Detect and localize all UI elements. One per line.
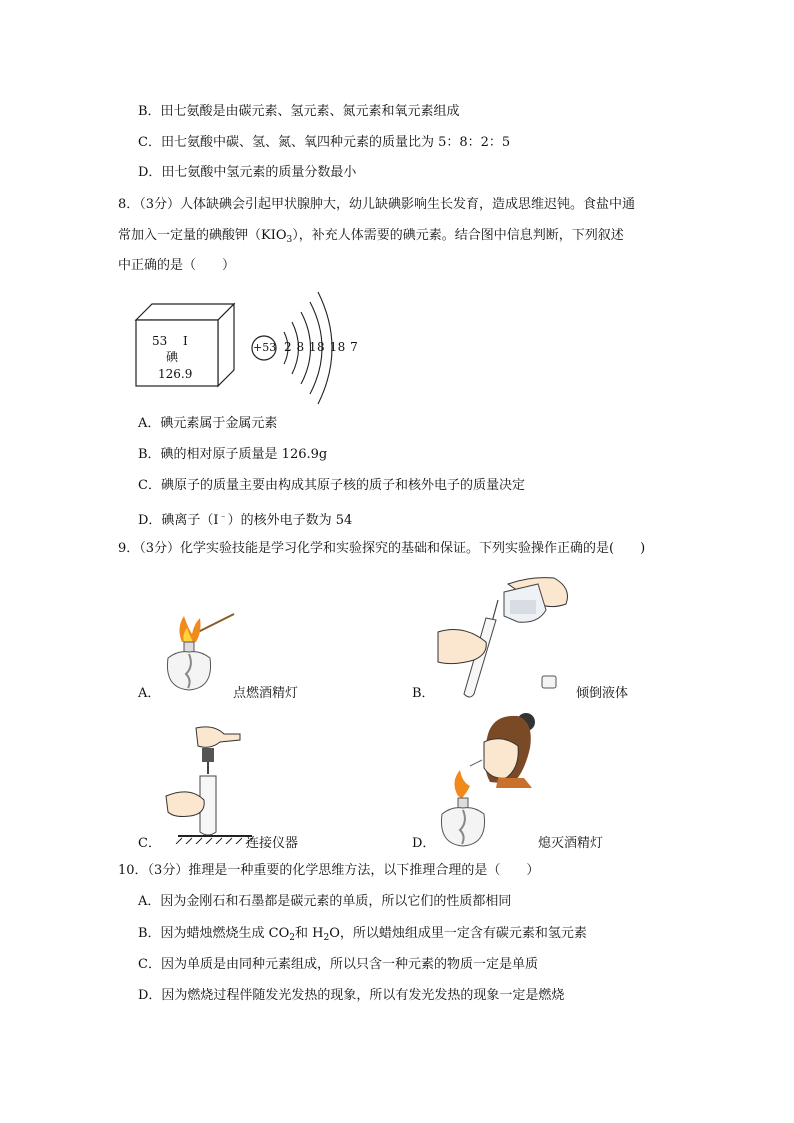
- hand-top: [196, 727, 240, 747]
- q10-option-d: D．因为燃烧过程伴随发光发热的现象，所以有发光发热的现象一定是燃烧: [138, 988, 565, 1003]
- q8-option-c: C．碘原子的质量主要由构成其原子核的质子和核外电子的质量决定: [138, 478, 525, 493]
- element-symbol: I: [183, 334, 188, 348]
- element-number: 53: [152, 334, 168, 348]
- q8-option-a: A．碘元素属于金属元素: [138, 416, 278, 431]
- q9-option-c-caption: 连接仪器: [246, 836, 299, 851]
- q9-option-a-caption: 点燃酒精灯: [233, 686, 299, 701]
- match-stick: [198, 614, 234, 632]
- q8-option-d-text: D．碘离子（I: [138, 513, 219, 528]
- lamp-neck: [458, 798, 468, 808]
- q8-stem-line3: 中正确的是（ ）: [118, 258, 236, 273]
- rubber-stopper: [202, 748, 214, 762]
- q10-option-c: C．因为单质是由同种元素组成，所以只含一种元素的物质一定是单质: [138, 957, 538, 972]
- element-name: 碘: [166, 350, 179, 364]
- lamp-neck: [184, 642, 194, 652]
- hand-left: [166, 792, 204, 817]
- q10-option-b-text: O，所以蜡烛组成里一定含有碳元素和氢元素: [329, 926, 587, 941]
- q9-option-b-caption: 倾倒液体: [576, 686, 629, 701]
- q8-stem-text: 常加入一定量的碘酸钾（KIO: [118, 228, 287, 243]
- q10-option-a: A．因为金刚石和石墨都是碳元素的单质，所以它们的性质都相同: [138, 894, 512, 909]
- q8-option-d: [138, 509, 352, 529]
- q7-option-c: C．田七氨酸中碳、氢、氮、氧四种元素的质量比为 5：8：2：5: [138, 135, 511, 150]
- q9-option-d-caption: 熄灭酒精灯: [538, 836, 604, 851]
- subscript: 2: [323, 933, 330, 943]
- superscript: ﹣: [218, 512, 228, 522]
- q10-option-b: [138, 926, 587, 946]
- q8-stem-line2: [118, 228, 624, 248]
- q8-option-b: B．碘的相对原子质量是 126.9g: [138, 447, 328, 462]
- blow-line: [470, 760, 482, 766]
- q9-stem: 9．（3分）化学实验技能是学习化学和实验探究的基础和保证。下列实验操作正确的是( ): [118, 541, 646, 556]
- liquid-stream: [492, 600, 498, 622]
- extinguishing-alcohol-lamp-figure: [440, 708, 536, 848]
- subscript: 2: [289, 933, 296, 943]
- q8-stem-text: ），补充人体需要的碘元素。结合图中信息判断，下列叙述: [292, 228, 624, 243]
- element-mass: 126.9: [158, 367, 193, 381]
- q9-option-b-letter: B．: [412, 686, 435, 701]
- q9-option-a-letter: A．: [138, 686, 161, 701]
- table-hatching: [176, 838, 252, 844]
- q10-stem: 10．（3分）推理是一种重要的化学思维方法，以下推理合理的是（ ）: [118, 863, 540, 878]
- connecting-instrument-figure: [160, 724, 252, 844]
- q10-option-b-text: B．因为蜡烛燃烧生成 CO: [138, 926, 290, 941]
- reagent-liquid: [510, 600, 536, 614]
- bottle-stopper: [542, 676, 556, 688]
- nucleus-charge: +53: [253, 341, 277, 354]
- shirt: [496, 778, 532, 788]
- q7-option-d: D．田七氨酸中氢元素的质量分数最小: [138, 165, 357, 180]
- subscript: 3: [286, 235, 293, 245]
- q10-option-b-text: 和 H: [295, 926, 324, 941]
- q9-option-c-letter: C．: [138, 836, 161, 851]
- q8-stem-line1: 8．（3分）人体缺碘会引起甲状腺肿大，幼儿缺碘影响生长发育，造成思维迟钝。食盐中通: [118, 197, 636, 212]
- electron-shell-counts: 2 8 18 18 7: [284, 340, 359, 354]
- flame-icon: [454, 770, 470, 798]
- q9-option-d-letter: D．: [412, 836, 436, 851]
- pouring-liquid-figure: [434, 570, 580, 700]
- q8-option-d-text: ）的核外电子数为 54: [227, 513, 353, 528]
- alcohol-lamp-lighting-figure: [160, 608, 240, 698]
- q7-option-b: B．田七氨酸是由碳元素、氢元素、氮元素和氧元素组成: [138, 104, 460, 119]
